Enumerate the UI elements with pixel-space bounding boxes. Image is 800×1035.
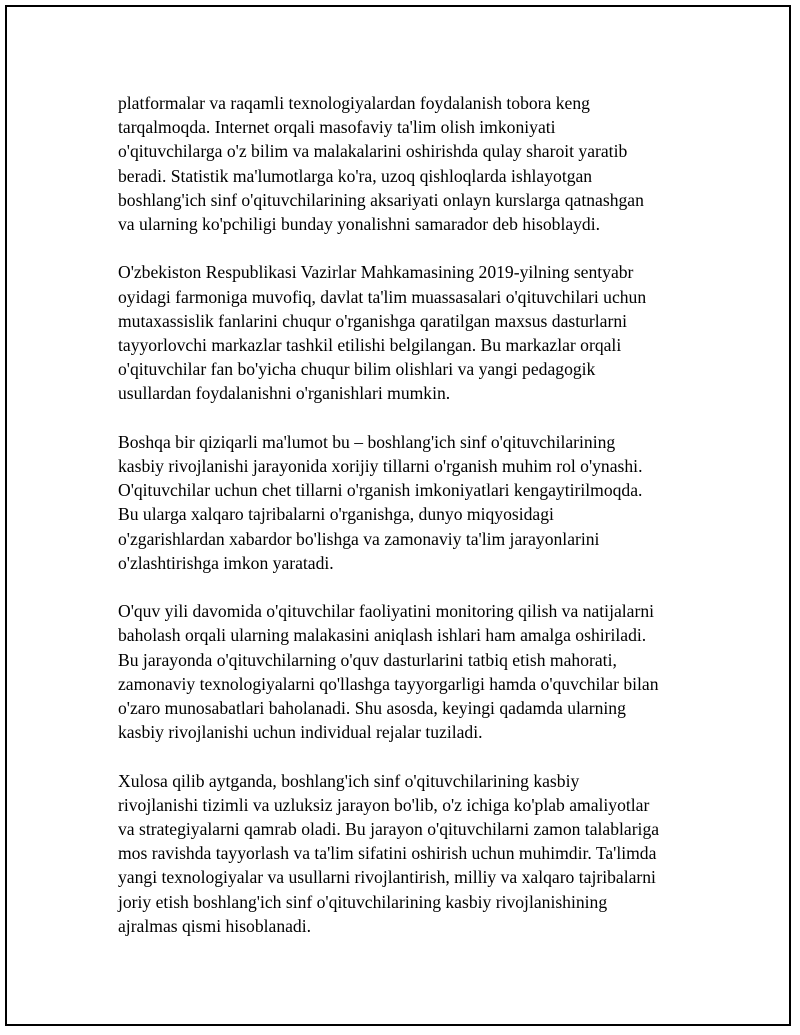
- text-line: joriy etish boshlang'ich sinf o'qituvchilarining kasbiy rivojlanishining: [118, 891, 608, 912]
- text-line: o'zlashtirishga imkon yaratadi.: [118, 552, 334, 573]
- text-line: tarqalmoqda. Internet orqali masofaviy ta'lim olish imkoniyati: [118, 117, 556, 138]
- text-line: kasbiy rivojlanishi jarayonida xorijiy tillarni o'rganish muhim rol o'ynashi.: [118, 456, 643, 477]
- text-line: tayyorlovchi markazlar tashkil etilishi belgilangan. Bu markazlar orqali: [118, 335, 622, 356]
- text-line: O'qituvchilar uchun chet tillarni o'rganish imkoniyatlari kengaytirilmoqda.: [118, 480, 643, 501]
- text-line: beradi. Statistik ma'lumotlarga ko'ra, uzoq qishloqlarda ishlayotgan: [118, 165, 593, 186]
- document-body: [118, 91, 688, 938]
- text-line: Bu ularga xalqaro tajribalarni o'rganishga, dunyo miqyosidagi: [118, 504, 554, 525]
- text-line: boshlang'ich sinf o'qituvchilarining aksariyati onlayn kurslarga qatnashgan: [118, 189, 644, 210]
- text-line: Bu jarayonda o'qituvchilarning o'quv dasturlarini tatbiq etish mahorati,: [118, 649, 617, 670]
- paragraph-4: [118, 599, 688, 744]
- text-line: Xulosa qilib aytganda, boshlang'ich sinf o'qituvchilarining kasbiy: [118, 770, 580, 791]
- text-line: mutaxassislik fanlarini chuqur o'rganishga qaratilgan maxsus dasturlarni: [118, 310, 628, 331]
- text-line: ajralmas qismi hisoblanadi.: [118, 915, 312, 936]
- paragraph-1: [118, 91, 688, 236]
- text-line: baholash orqali ularning malakasini aniqlash ishlari ham amalga oshiriladi.: [118, 625, 647, 646]
- text-line: o'qituvchilarga o'z bilim va malakalarini oshirishda qulay sharoit yaratib: [118, 141, 628, 162]
- text-line: oyidagi farmoniga muvofiq, davlat ta'lim muassasalari o'qituvchilari uchun: [118, 286, 647, 307]
- text-line: O'quv yili davomida o'qituvchilar faoliyatini monitoring qilish va natijalarni: [118, 601, 655, 622]
- text-line: o'zaro munosabatlari baholanadi. Shu asosda, keyingi qadamda ularning: [118, 698, 626, 719]
- paragraph-2: [118, 260, 688, 405]
- text-line: va strategiyalarni qamrab oladi. Bu jarayon o'qituvchilarni zamon talablariga: [118, 819, 660, 840]
- paragraph-3: [118, 430, 688, 575]
- text-line: O'zbekiston Respublikasi Vazirlar Mahkamasining 2019-yilning sentyabr: [118, 262, 634, 283]
- text-line: yangi texnologiyalar va usullarni rivojlantirish, milliy va xalqaro tajribalarni: [118, 867, 656, 888]
- text-line: Boshqa bir qiziqarli ma'lumot bu – boshlang'ich sinf o'qituvchilarining: [118, 431, 616, 452]
- text-line: rivojlanishi tizimli va uzluksiz jarayon bo'lib, o'z ichiga ko'plab amaliyotlar: [118, 794, 650, 815]
- text-line: usullardan foydalanishni o'rganishlari mumkin.: [118, 383, 451, 404]
- paragraph-5: [118, 769, 688, 938]
- text-line: mos ravishda tayyorlash va ta'lim sifatini oshirish uchun muhimdir. Ta'limda: [118, 843, 657, 864]
- text-line: o'qituvchilar fan bo'yicha chuqur bilim olishlari va yangi pedagogik: [118, 359, 596, 380]
- text-line: zamonaviy texnologiyalarni qo'llashga tayyorgarligi hamda o'quvchilar bilan: [118, 673, 659, 694]
- text-line: va ularning ko'pchiligi bunday yonalishni samarador deb hisoblaydi.: [118, 214, 601, 235]
- text-line: o'zgarishlardan xabardor bo'lishga va zamonaviy ta'lim jarayonlarini: [118, 528, 600, 549]
- text-line: platformalar va raqamli texnologiyalardan foydalanish tobora keng: [118, 93, 590, 113]
- text-line: kasbiy rivojlanishi uchun individual rejalar tuziladi.: [118, 722, 483, 743]
